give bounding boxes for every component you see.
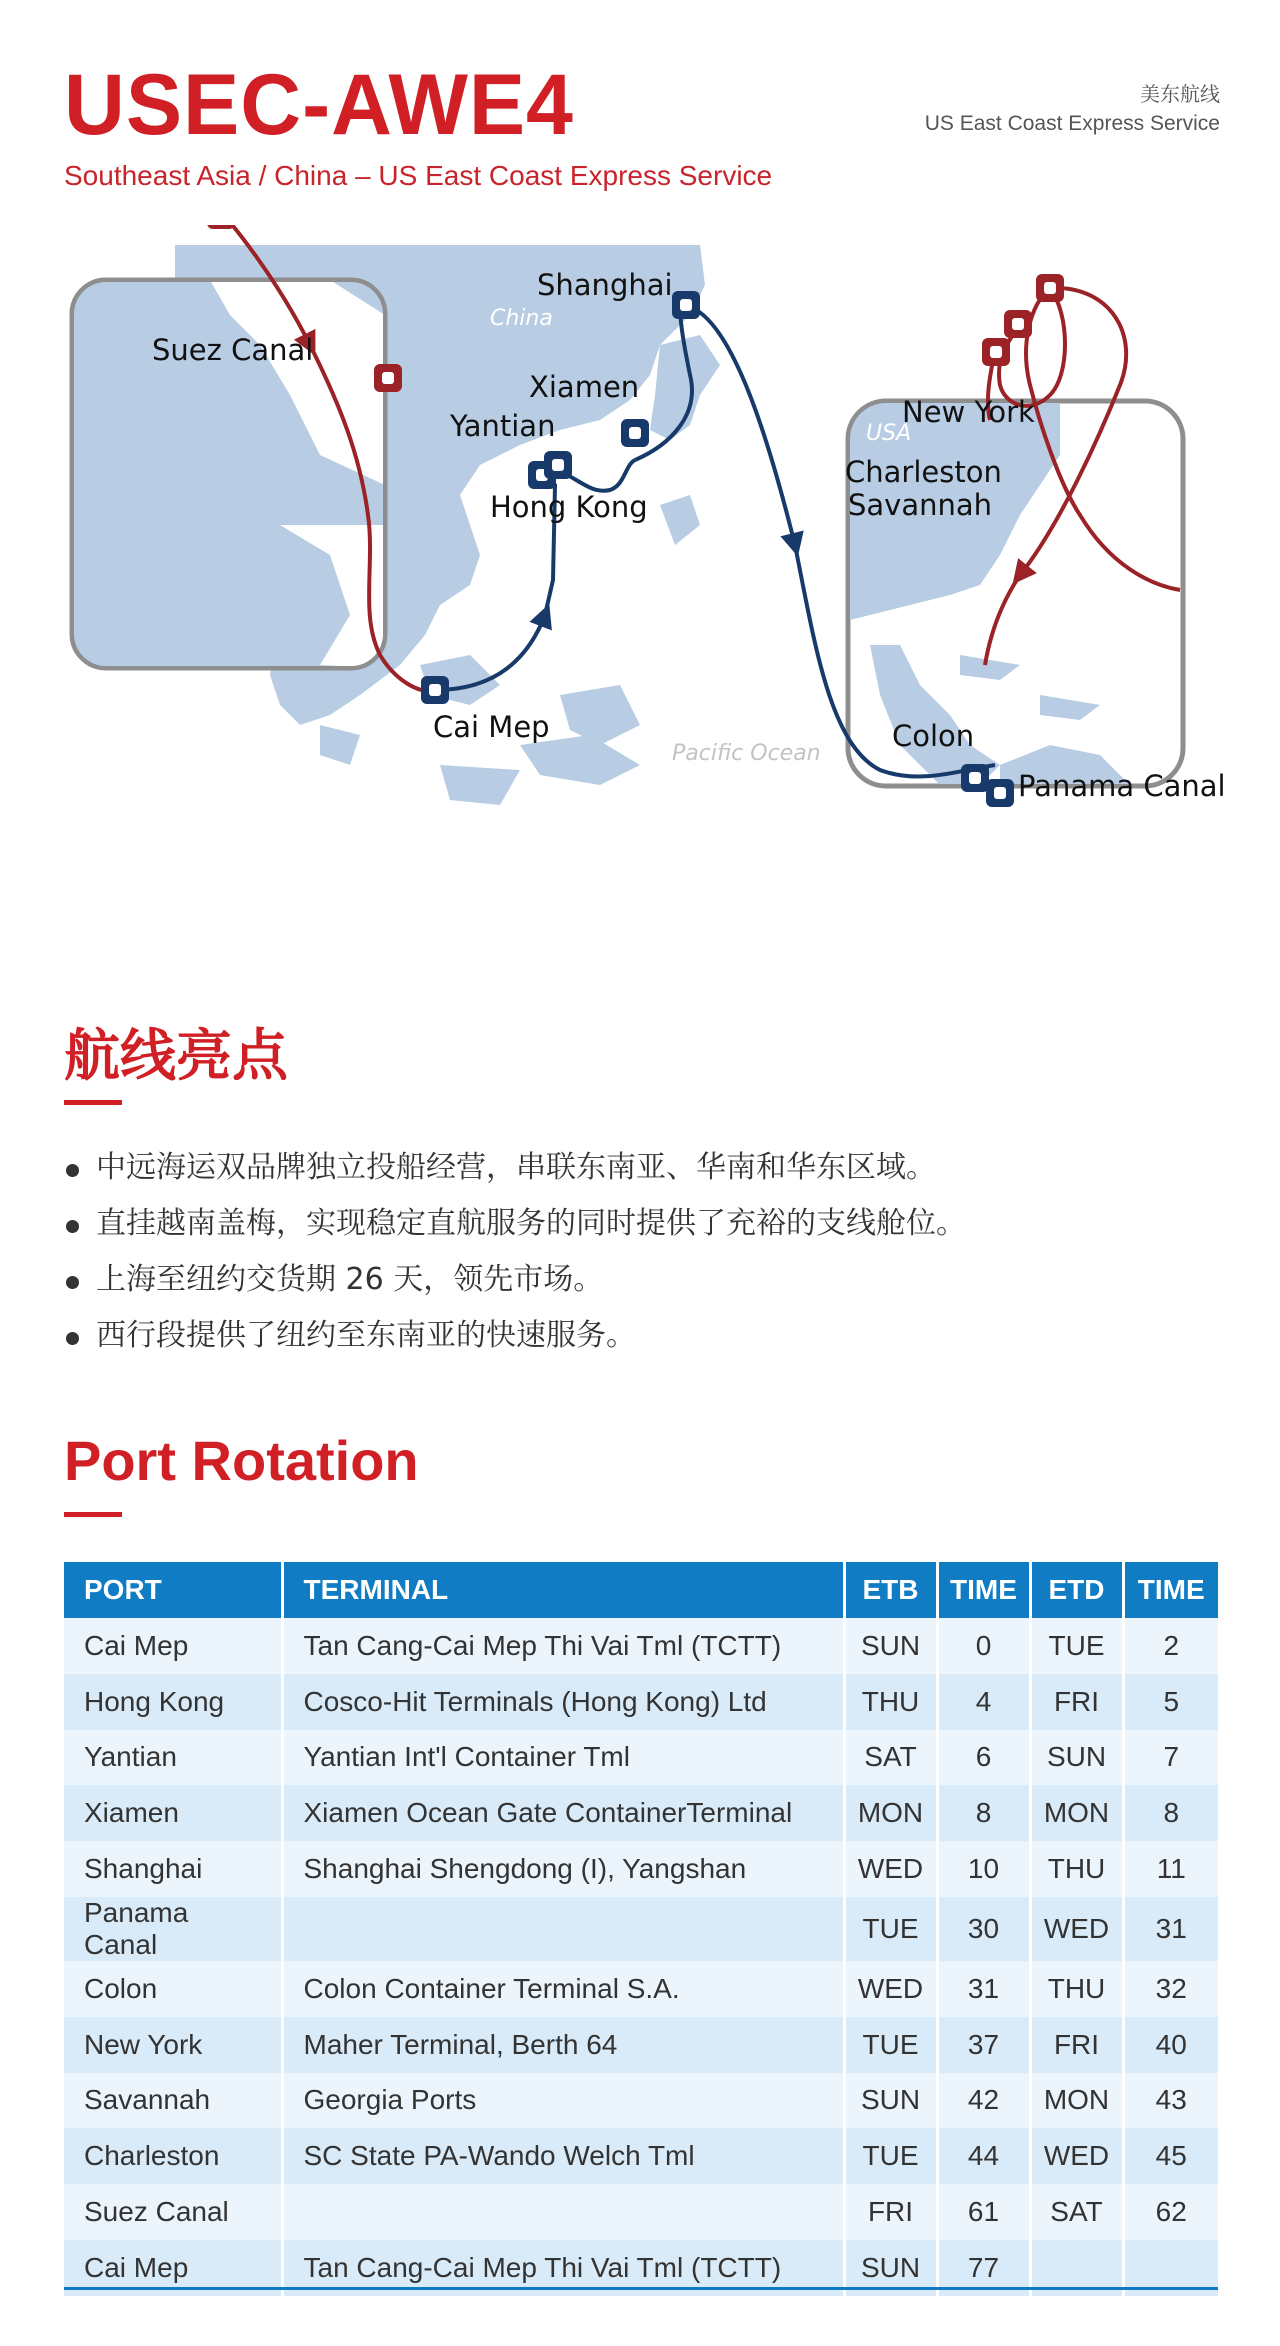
table-header-row — [64, 1562, 1218, 1618]
cell-etd: TUE — [1030, 1618, 1123, 1674]
table-row — [64, 1730, 1218, 1786]
cell-etd-time: 32 — [1123, 1961, 1218, 2017]
cell-etb: SUN — [844, 2073, 937, 2129]
cell-etb-time: 8 — [937, 1785, 1030, 1841]
cell-terminal: Cosco-Hit Terminals (Hong Kong) Ltd — [282, 1674, 844, 1730]
col-header-terminal: TERMINAL — [282, 1562, 844, 1618]
cell-etb: FRI — [844, 2184, 937, 2240]
cell-etd-time: 40 — [1123, 2017, 1218, 2073]
cell-etd-time: 5 — [1123, 1674, 1218, 1730]
port-label-shanghai: Shanghai — [537, 268, 673, 302]
port-marker-savannah — [982, 338, 1010, 366]
cell-port: Panama Canal — [64, 1897, 282, 1961]
highlights-list — [64, 1140, 966, 1364]
col-header-etb: ETB — [844, 1562, 937, 1618]
cell-etb: TUE — [844, 1897, 937, 1961]
cell-etb: WED — [844, 1961, 937, 2017]
cell-etb: MON — [844, 1785, 937, 1841]
cell-etb-time: 0 — [937, 1618, 1030, 1674]
cell-etd: SUN — [1030, 1730, 1123, 1786]
port-label-panama: Panama Canal — [1018, 769, 1226, 803]
highlights-heading: 航线亮点 — [64, 1024, 288, 1089]
port-label-charleston: Charleston — [845, 455, 1002, 489]
region-label-usa: USA — [866, 421, 912, 446]
cell-etb-time: 6 — [937, 1730, 1030, 1786]
cell-terminal: SC State PA-Wando Welch Tml — [282, 2128, 844, 2184]
table-row — [64, 1897, 1218, 1961]
cell-etd: WED — [1030, 2128, 1123, 2184]
cell-etb-time: 77 — [937, 2240, 1030, 2296]
port-label-xiamen: Xiamen — [529, 370, 640, 404]
port-marker-suez — [207, 225, 235, 229]
table-bottom-rule — [64, 2287, 1218, 2290]
cell-terminal: Georgia Ports — [282, 2073, 844, 2129]
col-header-port: PORT — [64, 1562, 282, 1618]
cell-etb: SUN — [844, 1618, 937, 1674]
highlight-item: 上海至纽约交货期 26 天，领先市场。 — [64, 1252, 966, 1308]
cell-etb-time: 37 — [937, 2017, 1030, 2073]
cell-etd: SAT — [1030, 2184, 1123, 2240]
highlight-item: 直挂越南盖梅，实现稳定直航服务的同时提供了充裕的支线舱位。 — [64, 1196, 966, 1252]
port-label-yantian: Yantian — [450, 409, 556, 443]
port-marker-shanghai — [672, 291, 700, 319]
service-type-cn: 美东航线 — [1140, 82, 1220, 106]
cell-terminal: Tan Cang-Cai Mep Thi Vai Tml (TCTT) — [282, 1618, 844, 1674]
port-marker-cai-mep — [421, 676, 449, 704]
cell-etd-time: 31 — [1123, 1897, 1218, 1961]
cell-etb: TUE — [844, 2017, 937, 2073]
cell-etd-time: 8 — [1123, 1785, 1218, 1841]
col-header-etd-time: TIME — [1123, 1562, 1218, 1618]
cell-etd: FRI — [1030, 2017, 1123, 2073]
cell-etd: WED — [1030, 1897, 1123, 1961]
port-label-savannah: Savannah — [848, 488, 993, 522]
cell-terminal: Tan Cang-Cai Mep Thi Vai Tml (TCTT) — [282, 2240, 844, 2296]
port-marker-charleston — [1004, 310, 1032, 338]
port-label-hong-kong: Hong Kong — [490, 490, 648, 524]
cell-etb: SUN — [844, 2240, 937, 2296]
col-header-etd: ETD — [1030, 1562, 1123, 1618]
rotation-heading: Port Rotation — [64, 1429, 419, 1492]
cell-etb: TUE — [844, 2128, 937, 2184]
cell-terminal: Yantian Int'l Container Tml — [282, 1730, 844, 1786]
cell-etb-time: 4 — [937, 1674, 1030, 1730]
cell-etb-time: 30 — [937, 1897, 1030, 1961]
route-map — [0, 225, 1280, 865]
cell-terminal — [282, 1897, 844, 1961]
cell-terminal: Maher Terminal, Berth 64 — [282, 2017, 844, 2073]
cell-port: Savannah — [64, 2073, 282, 2129]
service-title: USEC-AWE4 — [64, 57, 574, 153]
port-rotation-table — [64, 1562, 1218, 2296]
cell-etd-time: 2 — [1123, 1618, 1218, 1674]
cell-etb: SAT — [844, 1730, 937, 1786]
cell-etb-time: 42 — [937, 2073, 1030, 2129]
cell-etd-time: 62 — [1123, 2184, 1218, 2240]
cell-etd: FRI — [1030, 1674, 1123, 1730]
cell-port: Xiamen — [64, 1785, 282, 1841]
port-label-new-york: New York — [902, 395, 1035, 429]
col-header-etb-time: TIME — [937, 1562, 1030, 1618]
highlight-item: 西行段提供了纽约至东南亚的快速服务。 — [64, 1308, 966, 1364]
cell-etd-time: 11 — [1123, 1841, 1218, 1897]
port-marker-colon — [961, 764, 989, 792]
cell-etb: WED — [844, 1841, 937, 1897]
cell-terminal — [282, 2184, 844, 2240]
cell-port: Suez Canal — [64, 2184, 282, 2240]
cell-etd-time: 7 — [1123, 1730, 1218, 1786]
table-row — [64, 2184, 1218, 2240]
table-row — [64, 1841, 1218, 1897]
highlights-underline — [64, 1100, 122, 1105]
cell-port: Yantian — [64, 1730, 282, 1786]
cell-port: Cai Mep — [64, 2240, 282, 2296]
table-row — [64, 1785, 1218, 1841]
service-subtitle: Southeast Asia / China – US East Coast Express Service — [64, 160, 773, 191]
port-label-cai-mep: Cai Mep — [433, 710, 550, 744]
cell-etd: THU — [1030, 1961, 1123, 2017]
cell-etb: THU — [844, 1674, 937, 1730]
rotation-underline — [64, 1512, 122, 1517]
cell-etb-time: 31 — [937, 1961, 1030, 2017]
region-label-pacific: Pacific Ocean — [672, 741, 821, 766]
port-marker-gibraltar — [374, 364, 402, 392]
cell-etd-time: 43 — [1123, 2073, 1218, 2129]
cell-port: Charleston — [64, 2128, 282, 2184]
region-label-china: China — [490, 306, 553, 331]
port-marker-panama — [986, 779, 1014, 807]
cell-port: New York — [64, 2017, 282, 2073]
highlight-item: 中远海运双品牌独立投船经营，串联东南亚、华南和华东区域。 — [64, 1140, 966, 1196]
cell-port: Shanghai — [64, 1841, 282, 1897]
cell-etb-time: 44 — [937, 2128, 1030, 2184]
port-marker-xiamen — [621, 419, 649, 447]
cell-etd-time: 45 — [1123, 2128, 1218, 2184]
cell-etb-time: 10 — [937, 1841, 1030, 1897]
cell-terminal: Xiamen Ocean Gate ContainerTerminal — [282, 1785, 844, 1841]
cell-etd: MON — [1030, 1785, 1123, 1841]
table-row — [64, 2073, 1218, 2129]
port-marker-new-york — [1036, 274, 1064, 302]
port-label-colon: Colon — [892, 719, 975, 753]
cell-port: Cai Mep — [64, 1618, 282, 1674]
table-row — [64, 1674, 1218, 1730]
port-label-suez: Suez Canal — [152, 333, 314, 367]
port-marker-yantian — [544, 451, 572, 479]
cell-terminal: Colon Container Terminal S.A. — [282, 1961, 844, 2017]
service-type-en: US East Coast Express Service — [924, 112, 1220, 135]
table-row — [64, 2017, 1218, 2073]
table-row — [64, 2128, 1218, 2184]
table-row — [64, 1961, 1218, 2017]
table-row — [64, 1618, 1218, 1674]
cell-etb-time: 61 — [937, 2184, 1030, 2240]
cell-port: Colon — [64, 1961, 282, 2017]
cell-terminal: Shanghai Shengdong (I), Yangshan — [282, 1841, 844, 1897]
cell-port: Hong Kong — [64, 1674, 282, 1730]
cell-etd: MON — [1030, 2073, 1123, 2129]
cell-etd: THU — [1030, 1841, 1123, 1897]
